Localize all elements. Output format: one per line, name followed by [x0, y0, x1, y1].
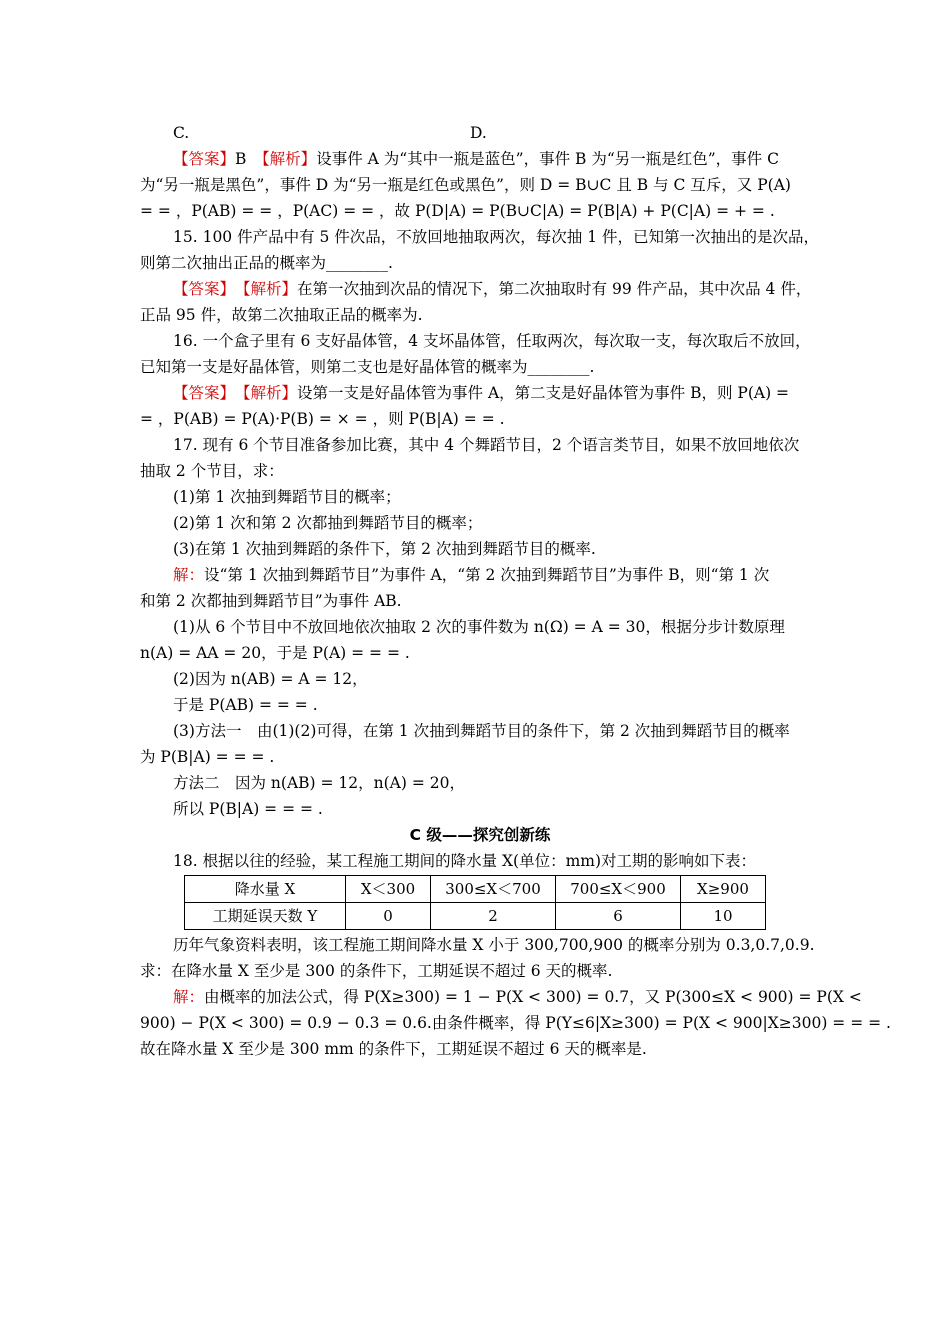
q16-question-1: 16. 一个盒子里有 6 支好晶体管，4 支坏晶体管，任取两次，每次取一支，每次取后不放回，: [173, 332, 811, 350]
table-row: [185, 876, 766, 903]
q17-solution-6: 于是 P(AB) = = = .: [173, 696, 318, 714]
table-cell: 10: [681, 903, 766, 930]
q16-answer-line: [140, 380, 820, 406]
table-cell: 300≤X＜700: [431, 876, 556, 903]
q14-text-2: 为“另一瓶是黑色”，事件 D 为“另一瓶是红色或黑色”，则 D = B∪C 且 B 与 C 互斥，又 P(A): [140, 176, 791, 194]
table-cell: X≥900: [681, 876, 766, 903]
q14-text-3: = = ，P(AB) = = ，P(AC) = = ，故 P(D|A) = P(B∪C|A) = P(B|A) + P(C|A) = + = .: [140, 202, 775, 220]
q17-part-3: (3)在第 1 次抽到舞蹈的条件下，第 2 次抽到舞蹈节目的概率.: [173, 540, 596, 558]
q16-question-2: 已知第一支是好晶体管，则第二支也是好晶体管的概率为________.: [140, 358, 595, 376]
rainfall-table: [184, 875, 766, 930]
document-page: [140, 120, 891, 1062]
q15-question-1: 15. 100 件产品中有 5 件次品，不放回地抽取两次，每次抽 1 件，已知第一次抽出的是次品，: [173, 228, 820, 246]
q17-solution-1: [140, 562, 820, 588]
section-c-title: C 级——探究创新练: [409, 826, 551, 844]
q16-analysis-2: = ，P(AB) = P(A)·P(B) = × = ，则 P(B|A) = = .: [140, 410, 505, 428]
q17-solution-text-1: 设“第 1 次抽到舞蹈节目”为事件 A，“第 2 次抽到舞蹈节目”为事件 B，则“第 1 次: [204, 566, 770, 584]
q17-part-1: (1)第 1 次抽到舞蹈节目的概率；: [173, 488, 401, 506]
table-cell: X＜300: [346, 876, 431, 903]
q17-solution-2: 和第 2 次都抽到舞蹈节目”为事件 AB.: [140, 592, 402, 610]
option-d: D.: [470, 124, 487, 142]
option-c: C.: [173, 124, 190, 142]
q16-analysis-1: 设第一支是好晶体管为事件 A，第二支是好晶体管为事件 B，则 P(A) =: [297, 384, 790, 402]
table-cell: 工期延误天数 Y: [185, 903, 346, 930]
q17-solution-10: 所以 P(B|A) = = = .: [173, 800, 323, 818]
q17-question-1: 17. 现有 6 个节目准备参加比赛，其中 4 个舞蹈节目，2 个语言类节目，如果不放回地依次: [173, 436, 800, 454]
q17-solution-4: n(A) = AA = 20，于是 P(A) = = = .: [140, 644, 410, 662]
q15-analysis-1: 在第一次抽到次品的情况下，第二次抽取时有 99 件产品，其中次品 4 件，: [297, 280, 812, 298]
q17-solution-9: 方法二 因为 n(AB) = 12，n(A) = 20，: [173, 774, 465, 792]
q18-solution-3: 故在降水量 X 至少是 300 mm 的条件下，工期延误不超过 6 天的概率是.: [140, 1040, 647, 1058]
answer-tag: 【答案】: [173, 384, 228, 402]
q14-answer-value: B: [235, 150, 247, 168]
analysis-tag: 【解析】: [242, 384, 298, 402]
solution-tag: 解：: [173, 566, 205, 584]
solution-tag: 解：: [173, 988, 205, 1006]
answer-tag: 【答案】: [173, 150, 236, 168]
q17-solution-3: (1)从 6 个节目中不放回地依次抽取 2 次的事件数为 n(Ω) = A = 30，根据分步计数原理: [173, 618, 785, 636]
q15-analysis-2: 正品 95 件，故第二次抽取正品的概率为.: [140, 306, 423, 324]
q18-question-2: 历年气象资料表明，该工程施工期间降水量 X 小于 300,700,900 的概率分别为 0.3,0.7,0.9.: [173, 936, 815, 954]
table-row: [185, 903, 766, 930]
options-cd: [140, 120, 820, 146]
q17-part-2: (2)第 1 次和第 2 次都抽到舞蹈节目的概率；: [173, 514, 483, 532]
table-cell: 降水量 X: [185, 876, 346, 903]
q17-solution-7: (3)方法一 由(1)(2)可得，在第 1 次抽到舞蹈节目的条件下，第 2 次抽到舞蹈节目的概率: [173, 722, 790, 740]
q14-text-1: 设事件 A 为“其中一瓶是蓝色”，事件 B 为“另一瓶是红色”，事件 C: [316, 150, 779, 168]
q17-question-2: 抽取 2 个节目，求：: [140, 462, 284, 480]
analysis-tag: 【解析】: [242, 280, 298, 298]
q18-question-1: 18. 根据以往的经验，某工程施工期间的降水量 X(单位：mm)对工期的影响如下表：: [173, 852, 757, 870]
table-cell: 0: [346, 903, 431, 930]
q17-solution-8: 为 P(B|A) = = = .: [140, 748, 275, 766]
table-cell: 6: [556, 903, 681, 930]
q18-solution-2: 900) − P(X < 300) = 0.9 − 0.3 = 0.6.由条件概率，得 P(Y≤6|X≥300) = P(X < 900|X≥300) = = = .: [140, 1014, 891, 1032]
q18-solution-1: [140, 984, 862, 1010]
q15-question-2: 则第二次抽出正品的概率为________.: [140, 254, 393, 272]
q14-answer-line: [140, 146, 820, 172]
q18-question-3: 求：在降水量 X 至少是 300 的条件下，工期延误不超过 6 天的概率.: [140, 962, 613, 980]
q17-solution-5: (2)因为 n(AB) = A = 12，: [173, 670, 368, 688]
table-cell: 2: [431, 903, 556, 930]
q18-solution-text-1: 由概率的加法公式，得 P(X≥300) = 1 − P(X < 300) = 0.7，又 P(300≤X < 900) = P(X <: [204, 988, 862, 1006]
analysis-tag: 【解析】: [261, 150, 317, 168]
table-cell: 700≤X＜900: [556, 876, 681, 903]
q15-answer-line: [140, 276, 820, 302]
answer-tag: 【答案】: [173, 280, 228, 298]
